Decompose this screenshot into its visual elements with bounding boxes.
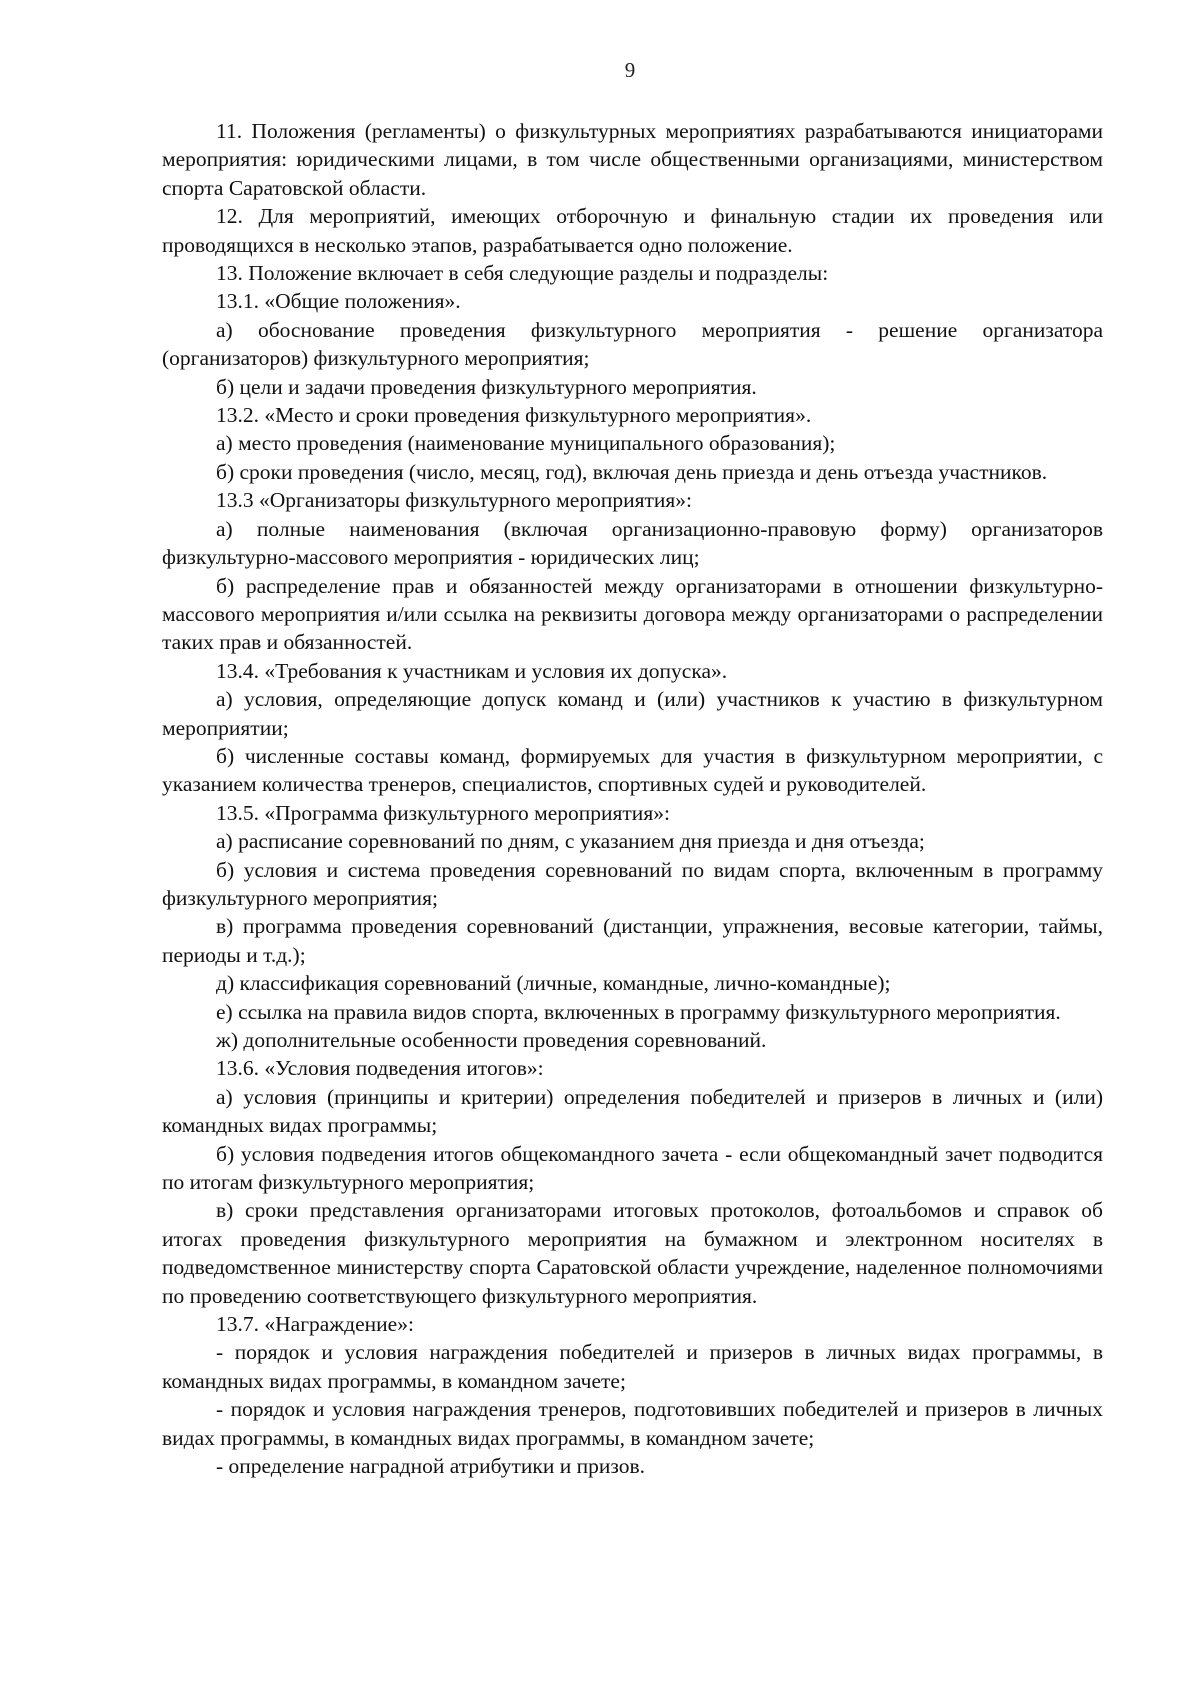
list-item: а) обоснование проведения физкультурного мероприятия - решение организатора (организаторов) физкультурного мероприятия; [162,317,1103,371]
list-item: а) условия (принципы и критерии) определения победителей и призеров в личных и (или) командных видах программы; [162,1084,1103,1138]
paragraph-11: 11. Положения (регламенты) о физкультурных мероприятиях разрабатываются инициаторами мероприятия: юридическими лицами, в том числе общественными организациями, министерством спорта Саратовской области. [162,119,1103,200]
list-item: б) условия и система проведения соревнований по видам спорта, включенным в программу физкультурного мероприятия; [162,857,1103,910]
section-heading-13-6: 13.6. «Условия подведения итогов»: [216,1056,544,1081]
list-item: а) условия, определяющие допуск команд и (или) участников к участию в физкультурном мероприятии; [162,687,1103,740]
list-item: ж) дополнительные особенности проведения соревнований. [216,1028,767,1052]
list-item: а) расписание соревнований по дням, с указанием дня приезда и дня отъезда; [216,829,925,854]
list-item: е) ссылка на правила видов спорта, включенных в программу физкультурного мероприятия. [216,999,1061,1024]
section-heading-13-7: 13.7. «Награждение»: [216,1312,414,1337]
paragraph-13: 13. Положение включает в себя следующие разделы и подразделы: [216,261,829,286]
section-heading-13-5: 13.5. «Программа физкультурного мероприятия»: [216,800,670,825]
section-heading-13-2: 13.2. «Место и сроки проведения физкультурного мероприятия». [216,403,812,428]
list-item: д) классификация соревнований (личные, командные, лично-командные); [216,971,891,996]
list-item: в) программа проведения соревнований (дистанции, упражнения, весовые категории, таймы, периоды и т.д.); [162,914,1103,967]
document-body [162,117,1103,1481]
list-item: а) место проведения (наименование муниципального образования); [216,431,836,456]
paragraph-12: 12. Для мероприятий, имеющих отборочную и финальную стадии их проведения или проводящихся в несколько этапов, разрабатывается одно положение. [162,204,1103,257]
list-item: - определение наградной атрибутики и призов. [216,1454,646,1479]
list-item: - порядок и условия награждения победителей и призеров в личных видах программы, в командных видах программы, в командном зачете; [162,1340,1103,1393]
section-heading-13-4: 13.4. «Требования к участникам и условия их допуска». [216,658,728,683]
list-item: б) цели и задачи проведения физкультурного мероприятия. [216,374,757,399]
list-item: б) сроки проведения (число, месяц, год), включая день приезда и день отъезда участников. [216,459,1048,484]
page-number: 9 [624,58,636,82]
list-item: б) условия подведения итогов общекомандного зачета - если общекомандный зачет подводится по итогам физкультурного мероприятия; [162,1141,1103,1195]
list-item: б) распределение прав и обязанностей между организаторами в отношении физкультурно-массового мероприятия и/или ссылка на реквизиты договора между организаторами о распределении таких прав и обязанностей. [162,573,1103,655]
list-item: - порядок и условия награждения тренеров, подготовивших победителей и призеров в личных видах программы, в командных видах программы, в командном зачете; [162,1397,1103,1450]
section-heading-13-1: 13.1. «Общие положения». [216,289,461,314]
list-item: в) сроки представления организаторами итоговых протоколов, фотоальбомов и справок об итогах проведения физкультурного мероприятия на бумажном и электронном носителях в подведомственное министерству спорта Саратовской области учреждение, наделенное полномочиями по проведению соответствующего физкультурного мероприятия. [162,1198,1103,1308]
section-heading-13-3: 13.3 «Организаторы физкультурного мероприятия»: [216,488,692,513]
list-item: а) полные наименования (включая организационно-правовую форму) организаторов физкультурно-массового мероприятия - юридических лиц; [162,516,1103,570]
list-item: б) численные составы команд, формируемых для участия в физкультурном мероприятии, с указанием количества тренеров, специалистов, спортивных судей и руководителей. [162,743,1103,797]
